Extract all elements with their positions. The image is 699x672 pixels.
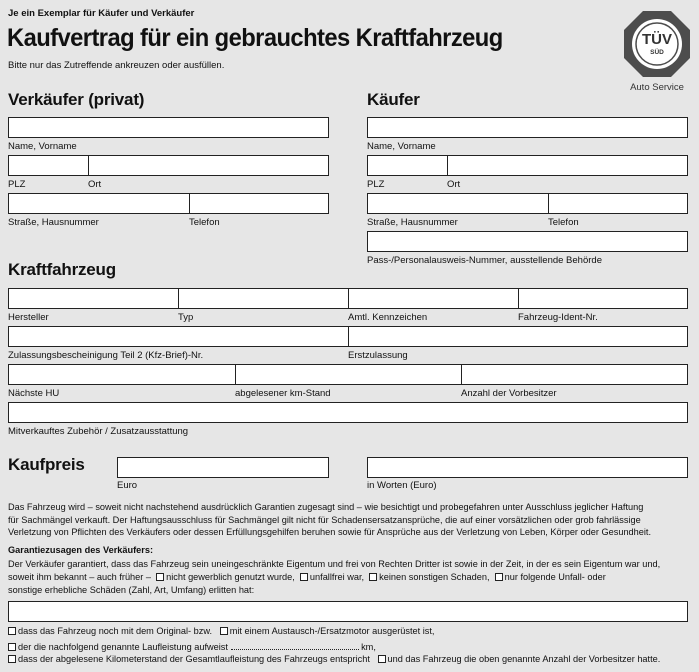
mileage-label: abgelesener km-Stand	[235, 388, 331, 399]
manufacturer-label: Hersteller	[8, 312, 49, 323]
next-hu-label: Nächste HU	[8, 388, 60, 399]
accessories-label: Mitverkauftes Zubehör / Zusatzausstattung	[8, 426, 189, 437]
price-euro-field[interactable]	[117, 457, 329, 478]
copies-note: Je ein Exemplar für Käufer und Verkäufer	[8, 8, 195, 19]
seller-name-field[interactable]	[8, 117, 329, 138]
buyer-id-field[interactable]	[367, 231, 688, 252]
non-commercial-checkbox[interactable]	[156, 573, 164, 581]
seller-plz-ort-field[interactable]	[8, 155, 329, 176]
terms-line-2: für Sachmängel verkauft. Der Haftungsausschluss für Sachmängel gilt nicht für Schadensersatzansprüche, die auf einer vorsätzlichen oder grob fahrlässige	[8, 514, 641, 525]
total-mileage-label: dass der abgelesene Kilometerstand der Gesamtlaufleistung des Fahrzeugs entspricht	[18, 654, 370, 664]
buyer-name-label: Name, Vorname	[367, 141, 436, 152]
previous-owners-label: Anzahl der Vorbesitzer	[461, 388, 557, 399]
euro-label: Euro	[117, 480, 138, 491]
sud-text: SÜD	[650, 49, 664, 56]
owners-label: und das Fahrzeug die oben genannte Anzahl der Vorbesitzer hatte.	[387, 654, 661, 664]
accessories-field[interactable]	[8, 402, 688, 423]
plate-label: Amtl. Kennzeichen	[348, 312, 428, 323]
warranty-line-3: sonstige erhebliche Schäden (Zahl, Art, Umfang) erlitten hat:	[8, 585, 255, 595]
vehicle-heading: Kraftfahrzeug	[8, 260, 116, 279]
warranty-heading: Garantiezusagen des Verkäufers:	[8, 545, 154, 555]
auto-service-text: Auto Service	[630, 82, 684, 93]
warranty-line-2	[8, 572, 606, 582]
registration-label: Zulassungsbescheinigung Teil 2 (Kfz-Brief)-Nr.	[8, 350, 204, 361]
first-registration-label: Erstzulassung	[348, 350, 408, 361]
price-words-field[interactable]	[367, 457, 688, 478]
terms-line-3: Verletzung von Pflichten des Verkäufers oder dessen Erfüllungsgehilfen beruhen sowie für Ansprüche aus der Verletzung von Leben, Körper oder Gesundheit.	[8, 527, 652, 538]
seller-street-phone-field[interactable]	[8, 193, 329, 214]
terms-line-1: Das Fahrzeug wird – soweit nicht nachstehend ausdrücklich Garantien zugesagt sind – wie besichtigt und probegefahren unter Ausschluss jeglicher Haftung	[8, 502, 644, 512]
mileage-option-row	[8, 640, 376, 652]
buyer-street-phone-field[interactable]	[367, 193, 688, 214]
vin-label: Fahrzeug-Ident-Nr.	[518, 312, 598, 323]
instruction-text: Bitte nur das Zutreffende ankreuzen oder ausfüllen.	[8, 60, 225, 71]
non-commercial-label: nicht gewerblich genutzt wurde,	[166, 572, 295, 582]
mileage-checkbox[interactable]	[8, 643, 16, 651]
vehicle-row2-fields[interactable]	[8, 326, 688, 347]
type-label: Typ	[178, 312, 194, 323]
buyer-plz-ort-field[interactable]	[367, 155, 688, 176]
following-damage-label: nur folgende Unfall- oder	[504, 572, 606, 582]
buyer-phone-label: Telefon	[548, 217, 579, 228]
vehicle-row1-fields[interactable]	[8, 288, 688, 309]
seller-phone-label: Telefon	[189, 217, 220, 228]
seller-heading: Verkäufer (privat)	[8, 90, 145, 109]
tuv-logo	[621, 8, 693, 94]
no-damage-label: keinen sonstigen Schaden,	[379, 572, 490, 582]
buyer-id-label: Pass-/Personalausweis-Nummer, ausstellende Behörde	[367, 255, 602, 266]
accident-free-checkbox[interactable]	[300, 573, 308, 581]
buyer-heading: Käufer	[367, 90, 420, 109]
price-words-label: in Worten (Euro)	[367, 480, 437, 491]
accident-free-label: unfallfrei war,	[309, 572, 365, 582]
seller-name-label: Name, Vorname	[8, 141, 77, 152]
mileage-dotted-field[interactable]	[231, 640, 359, 650]
seller-street-label: Straße, Hausnummer	[8, 217, 99, 228]
replacement-engine-label: mit einem Austausch-/Ersatzmotor ausgerüstet ist,	[229, 626, 435, 636]
original-engine-label: dass das Fahrzeug noch mit dem Original- bzw.	[18, 626, 213, 636]
buyer-ort-label: Ort	[447, 179, 461, 190]
page-title: Kaufvertrag für ein gebrauchtes Kraftfahrzeug	[7, 24, 503, 52]
price-heading: Kaufpreis	[8, 455, 85, 474]
original-engine-checkbox[interactable]	[8, 627, 16, 635]
total-mileage-checkbox[interactable]	[8, 655, 16, 663]
damage-description-field[interactable]	[8, 601, 688, 622]
tuv-text: TÜV	[642, 31, 672, 48]
replacement-engine-checkbox[interactable]	[220, 627, 228, 635]
km-label: km,	[361, 642, 376, 652]
seller-ort-label: Ort	[88, 179, 102, 190]
following-damage-checkbox[interactable]	[495, 573, 503, 581]
warranty-line-2-prefix: soweit ihm bekannt – auch früher –	[8, 572, 151, 582]
mileage-option-label: der die nachfolgend genannte Laufleistung aufweist	[18, 642, 228, 652]
owners-checkbox[interactable]	[378, 655, 386, 663]
engine-options-row	[8, 626, 434, 636]
buyer-plz-label: PLZ	[367, 179, 385, 190]
no-damage-checkbox[interactable]	[369, 573, 377, 581]
buyer-name-field[interactable]	[367, 117, 688, 138]
seller-plz-label: PLZ	[8, 179, 26, 190]
warranty-line-1: Der Verkäufer garantiert, dass das Fahrzeug sein uneingeschränkte Eigentum und frei von Rechten Dritter ist sowie in der Zeit, in der es sein Eigentum war und,	[8, 559, 661, 569]
total-mileage-row	[8, 654, 660, 664]
vehicle-row3-fields[interactable]	[8, 364, 688, 385]
terms-paragraph	[8, 501, 696, 539]
buyer-street-label: Straße, Hausnummer	[367, 217, 458, 228]
